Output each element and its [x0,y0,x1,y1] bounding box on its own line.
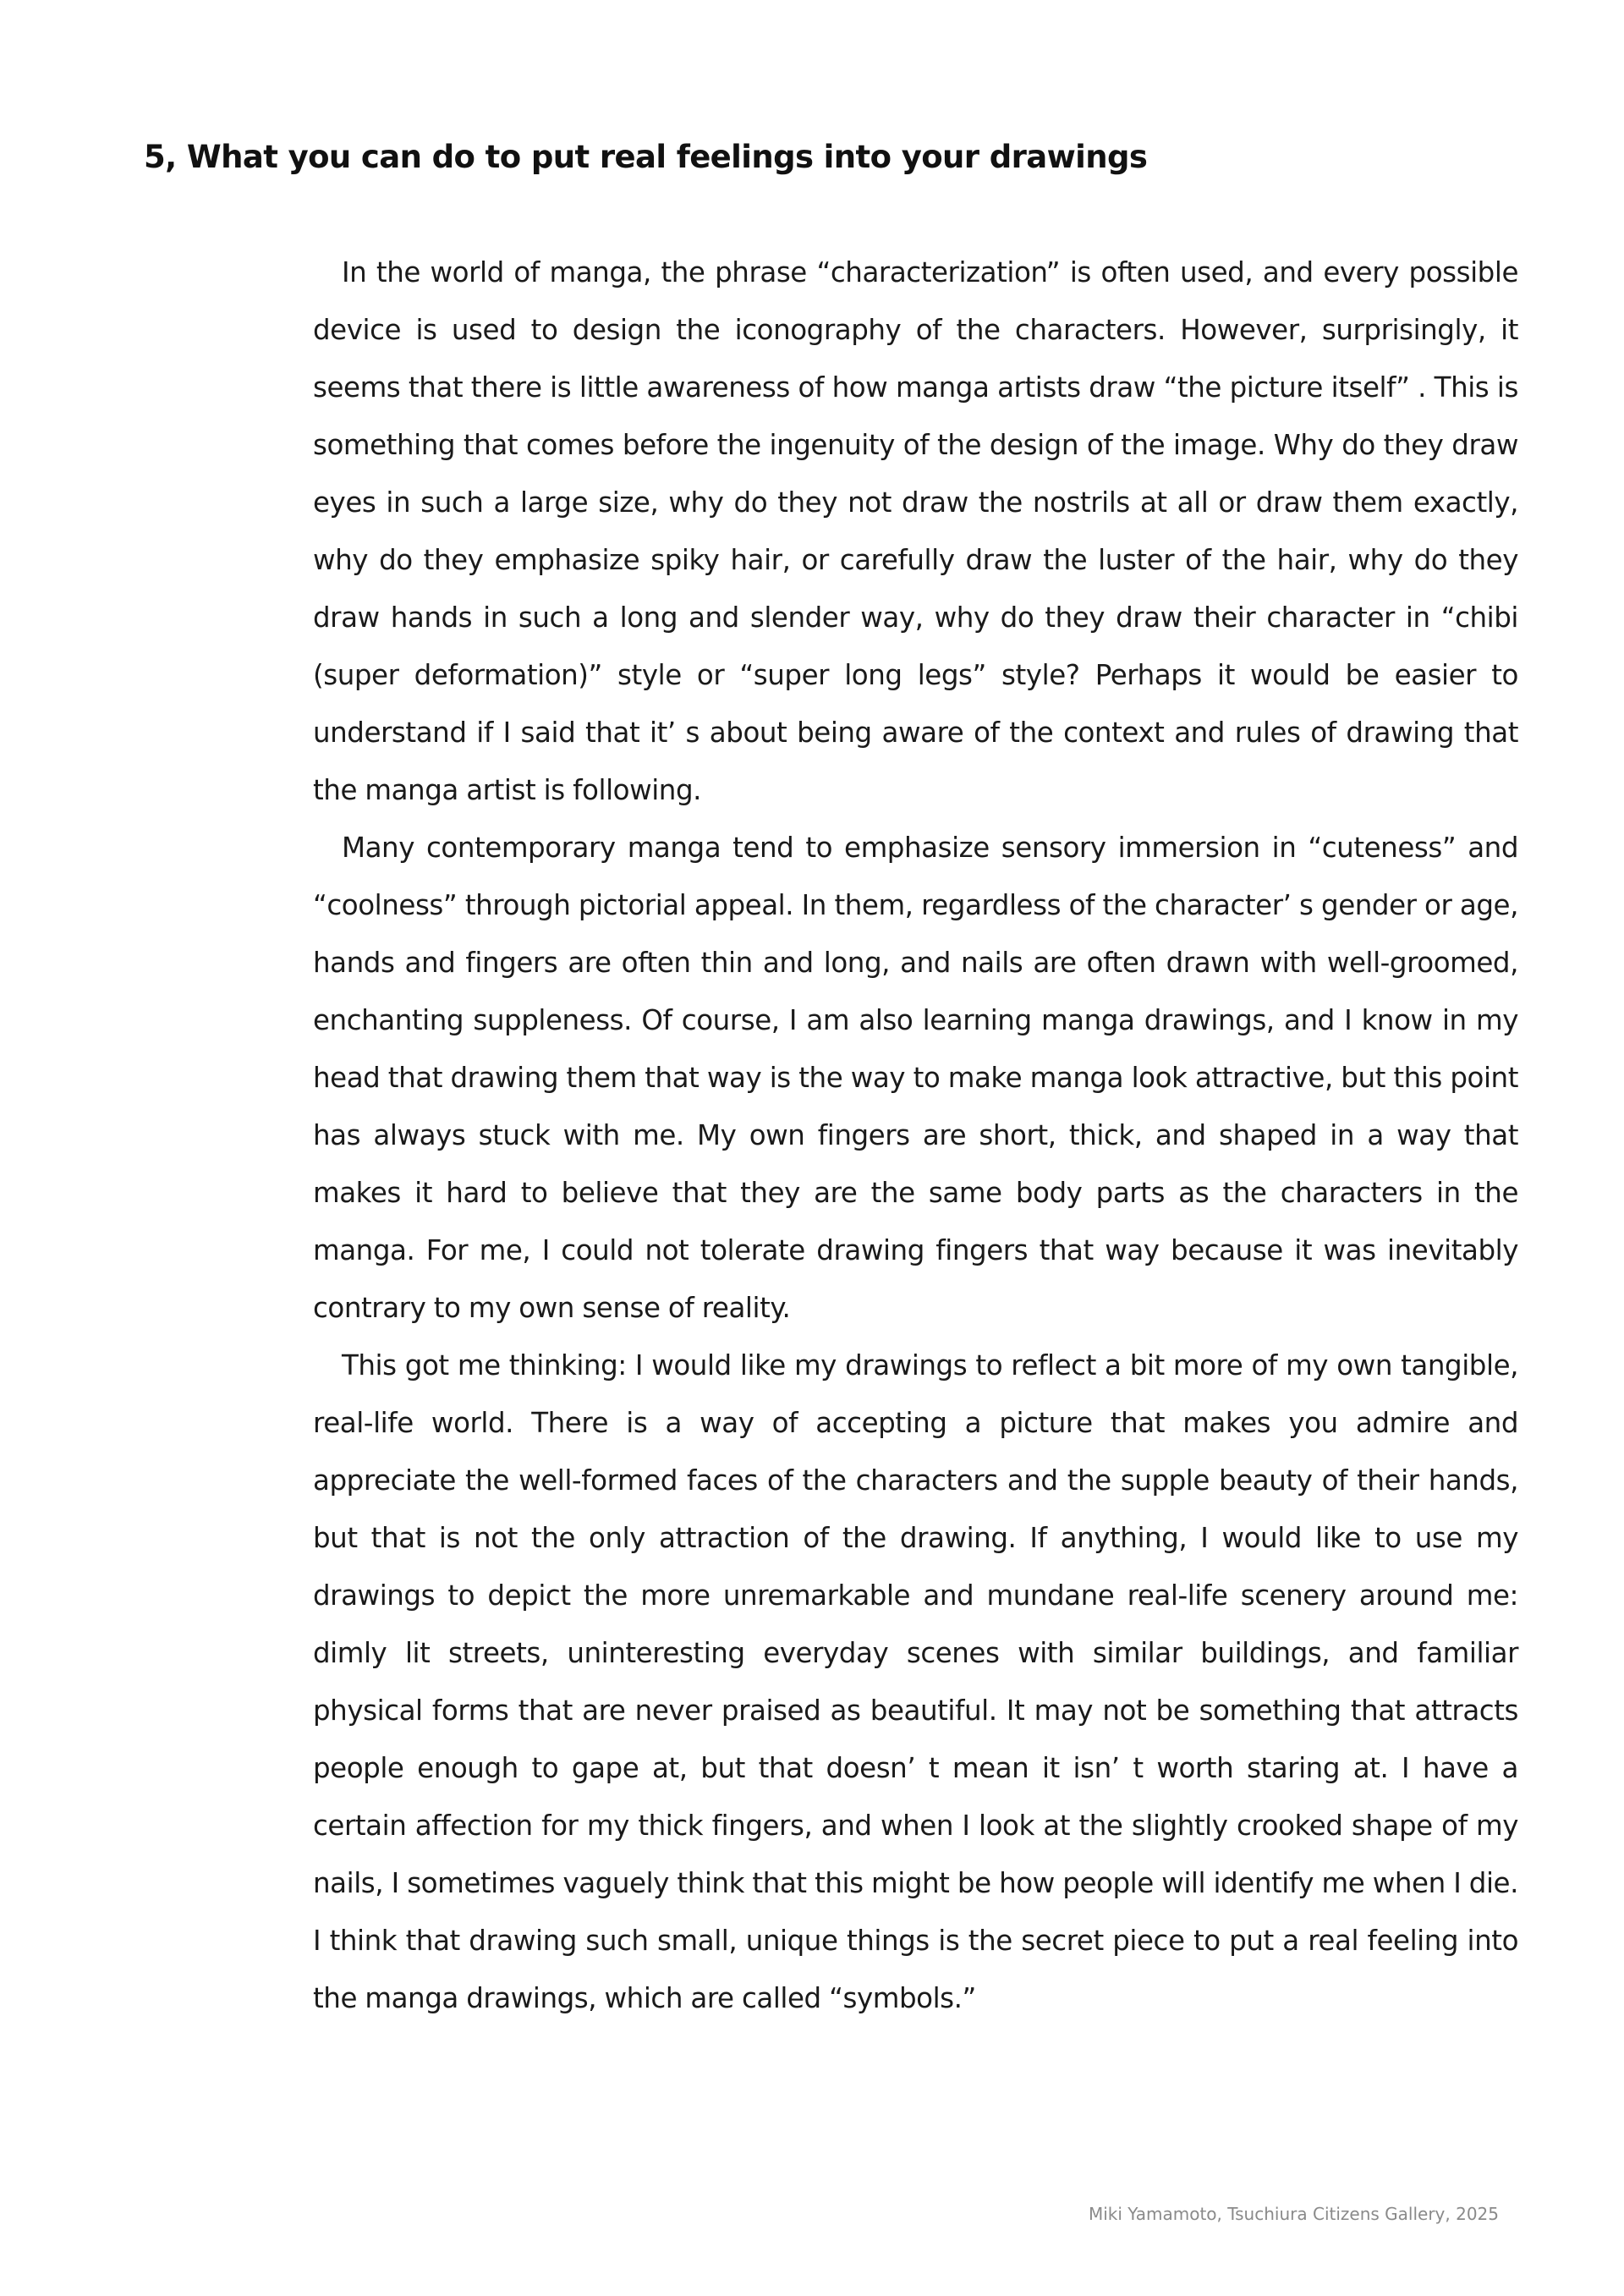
paragraph-pictorial-appeal: Many contemporary manga tend to emphasize sensory immersion in “cuteness” and “coolness” through pictorial appeal. In them, regardless of the character’ s gender or age, hands and fingers are often thin and long, and nails are often drawn with well-groomed, enchanting suppleness. Of course, I am also learning manga drawings, and I know in my head that drawing them that way is the way to make manga look attractive, but this point has always stuck with me. My own fingers are short, thick, and shaped in a way that makes it hard to believe that they are the same body parts as the characters in the manga. For me, I could not tolerate drawing fingers that way because it was inevitably contrary to my own sense of reality. [313,832,1518,1324]
section-heading: 5, What you can do to put real feelings into your drawings [144,139,1148,175]
paragraph-characterization: In the world of manga, the phrase “characterization” is often used, and every possible device is used to design the iconography of the characters. However, surprisingly, it seems that there is little awareness of how manga artists draw “the picture itself” . This is something that comes before the ingenuity of the design of the image. Why do they draw eyes in such a large size, why do they not draw the nostrils at all or draw them exactly, why do they emphasize spiky hair, or carefully draw the luster of the hair, why do they draw hands in such a long and slender way, why do they draw their character in “chibi (super deformation)” style or “super long legs” style? Perhaps it would be easier to understand if I said that it’ s about being aware of the context and rules of drawing that the manga artist is following. [313,256,1518,806]
paragraph-real-life-world: This got me thinking: I would like my drawings to reflect a bit more of my own tangible, real-life world. There is a way of accepting a picture that makes you admire and appreciate the well-formed faces of the characters and the supple beauty of their hands, but that is not the only attraction of the drawing. If anything, I would like to use my drawings to depict the more unremarkable and mundane real-life scenery around me: dimly lit streets, uninteresting everyday scenes with similar buildings, and familiar physical forms that are never praised as beautiful. It may not be something that attracts people enough to gape at, but that doesn’ t mean it isn’ t worth staring at. I have a certain affection for my thick fingers, and when I look at the slightly crooked shape of my nails, I sometimes vaguely think that this might be how people will identify me when I die. I think that drawing such small, unique things is the secret piece to put a real feeling into the manga drawings, which are called “symbols.” [313,1349,1518,2014]
footer-credit: Miki Yamamoto, Tsuchiura Citizens Gallery, 2025 [1088,2204,1499,2224]
body-text [313,244,1518,2027]
